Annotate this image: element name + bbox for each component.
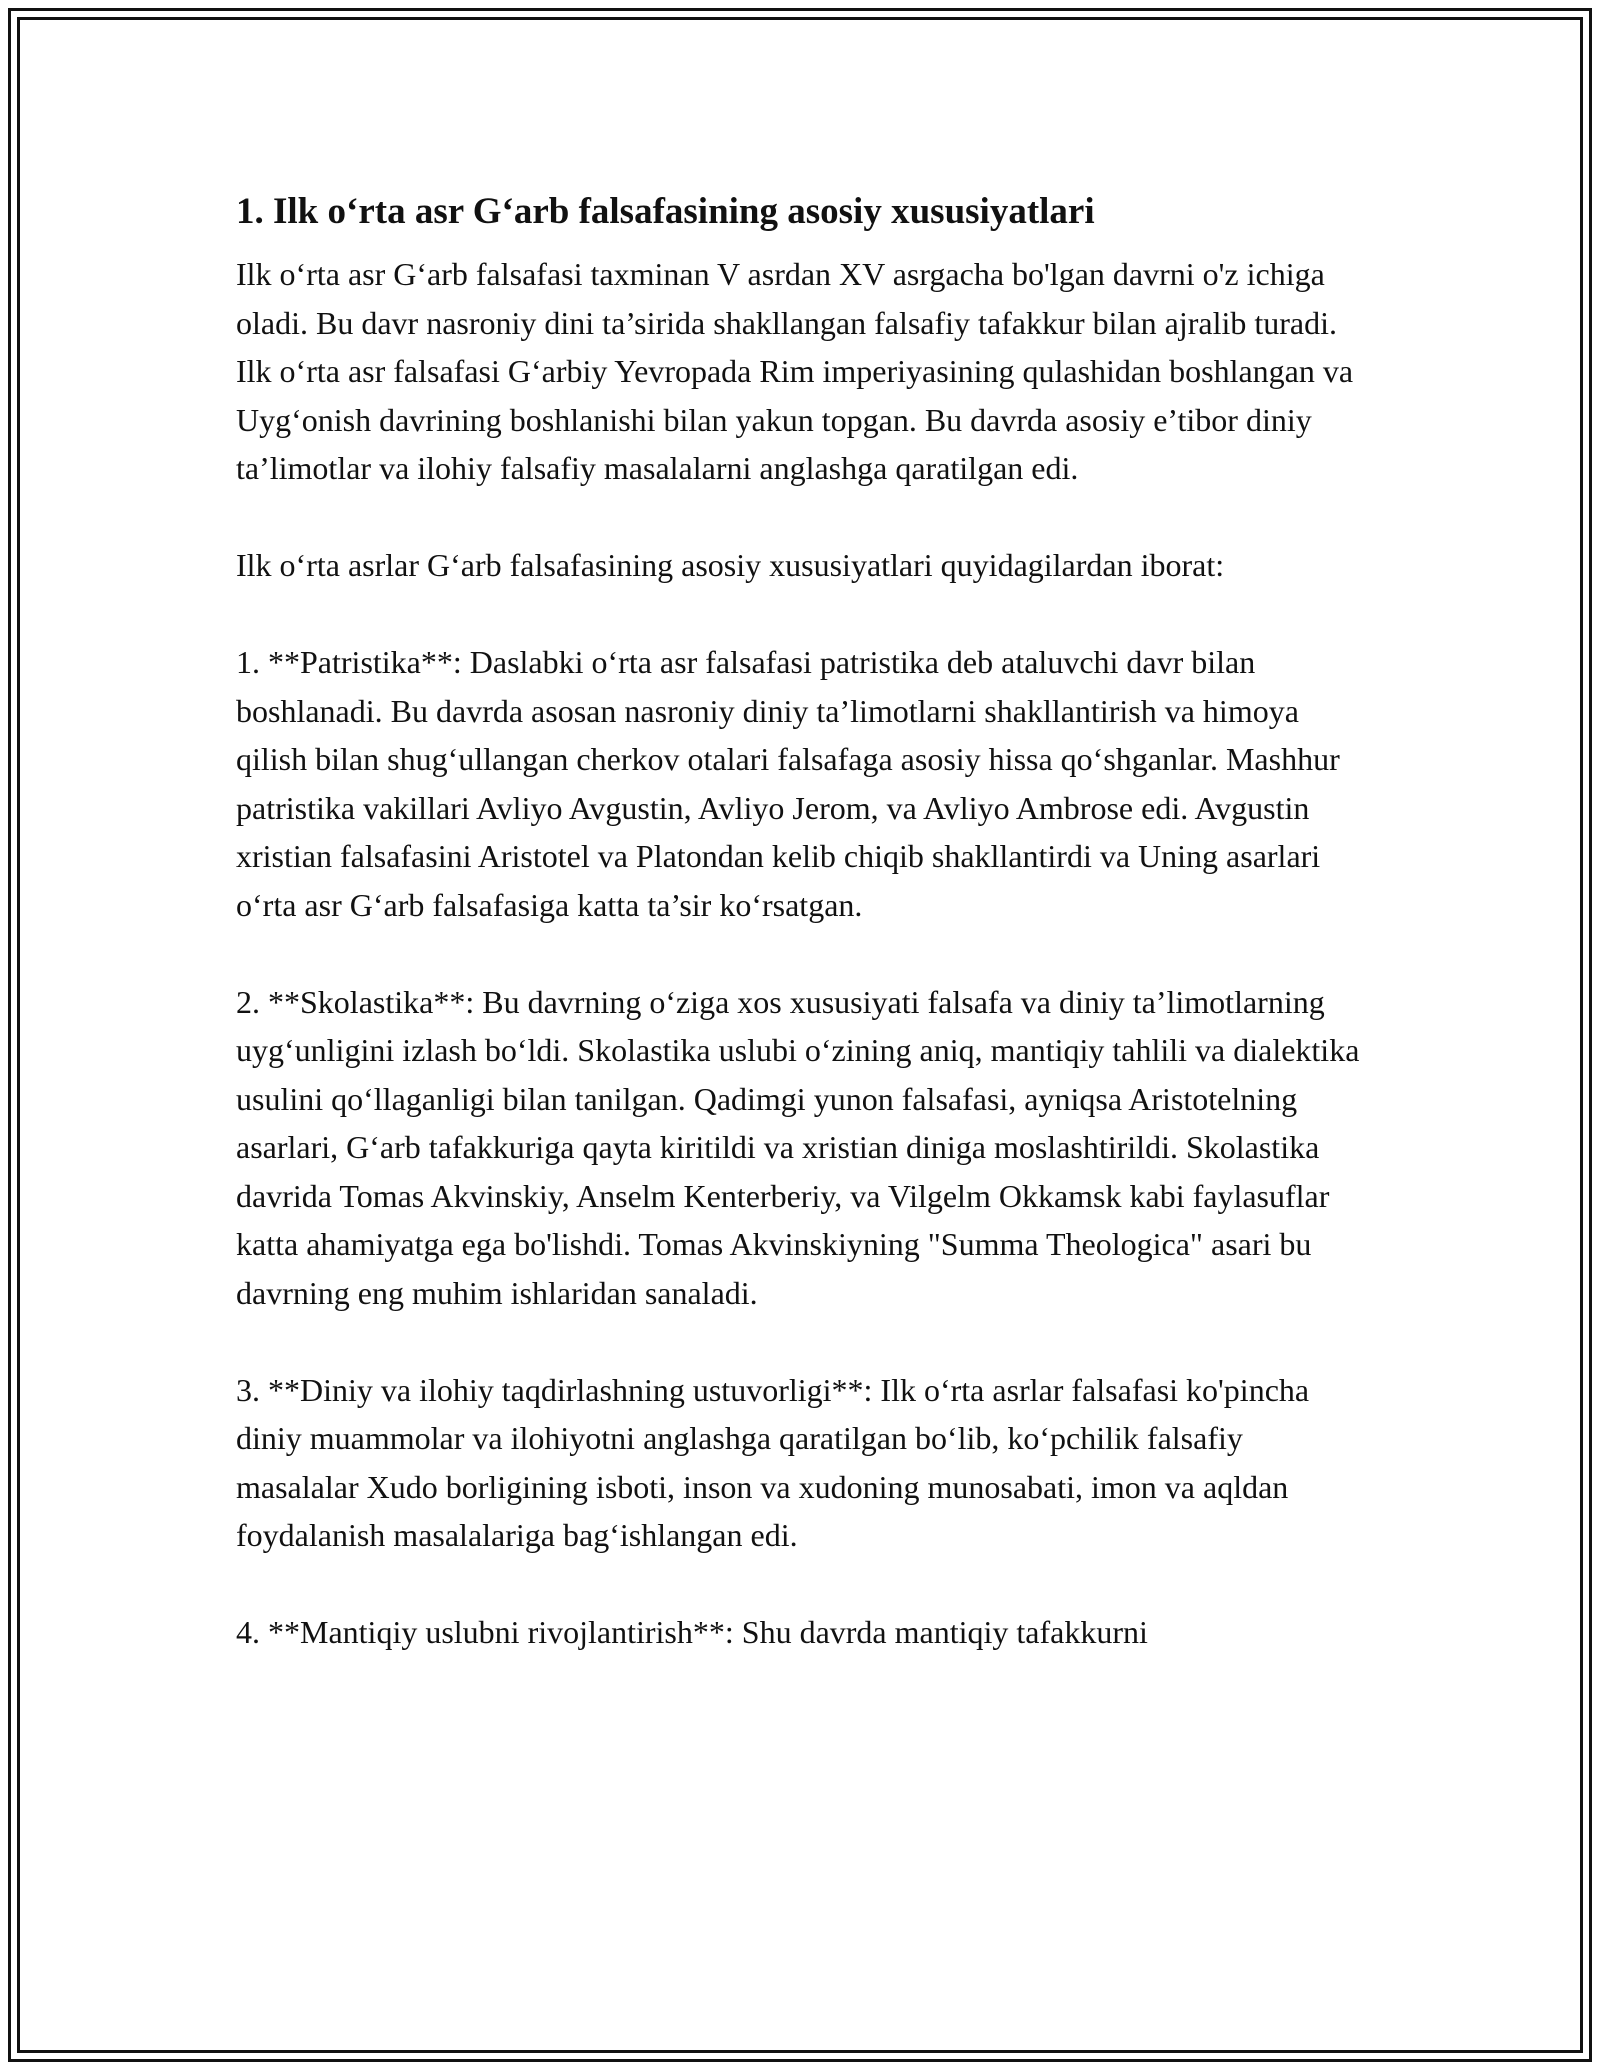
paragraph-item-mantiqiy: 4. **Mantiqiy uslubni rivojlantirish**: Shu davrda mantiqiy tafakkurni xyxy=(236,1614,1148,1650)
section-heading: 1. Ilk o‘rta asr G‘arb falsafasining asosiy xususiyatlari xyxy=(236,191,1095,232)
paragraph-features-lead: Ilk o‘rta asrlar G‘arb falsafasining asosiy xususiyatlari quyidagilardan iborat: xyxy=(236,547,1225,583)
document-body xyxy=(236,188,1366,1657)
paragraph-item-skolastika: 2. **Skolastika**: Bu davrning o‘ziga xos xususiyati falsafa va diniy ta’limotlarning uyg‘unligini izlash bo‘ldi. Skolastika uslubi o‘zining aniq, mantiqiy tahlili va dialektika usulini qo‘llaganligi bilan tanilgan. Qadimgi yunon falsafasi, ayniqsa Aristotelning asarlari, G‘arb tafakkuriga qayta kiritildi va xristian diniga moslashtirildi. Skolastika davrida Tomas Akvinskiy, Anselm Kenterberiy, va Vilgelm Okkamsk kabi faylasuflar katta ahamiyatga ega bo'lishdi. Tomas Akvinskiyning "Summa Theologica" asari bu davrning eng muhim ishlaridan sanaladi. xyxy=(236,983,1360,1311)
paragraph-item-patristika: 1. **Patristika**: Daslabki o‘rta asr falsafasi patristika deb ataluvchi davr bilan boshlanadi. Bu davrda asosan nasroniy diniy ta’limotlarni shakllantirish va himoya qilish bilan shug‘ullangan cherkov otalari falsafaga asosiy hissa qo‘shganlar. Mashhur patristika vakillari Avliyo Avgustin, Avliyo Jerom, va Avliyo Ambrose edi. Avgustin xristian falsafasini Aristotel va Platondan kelib chiqib shakllantirdi va Uning asarlari o‘rta asr G‘arb falsafasiga katta ta’sir ko‘rsatgan. xyxy=(236,644,1340,923)
paragraph-item-diniy: 3. **Diniy va ilohiy taqdirlashning ustuvorligi**: Ilk o‘rta asrlar falsafasi ko'pincha diniy muammolar va ilohiyotni anglashga qaratilgan bo‘lib, ko‘pchilik falsafiy masalalar Xudo borligining isboti, inson va xudoning munosabati, imon va aqldan foydalanish masalalariga bag‘ishlangan edi. xyxy=(236,1371,1310,1553)
paragraph-intro: Ilk o‘rta asr G‘arb falsafasi taxminan V asrdan XV asrgacha bo'lgan davrni o'z ichiga oladi. Bu davr nasroniy dini ta’sirida shakllangan falsafiy tafakkur bilan ajralib turadi. Ilk o‘rta asr falsafasi G‘arbiy Yevropada Rim imperiyasining qulashidan boshlangan va Uyg‘onish davrining boshlanishi bilan yakun topgan. Bu davrda asosiy e’tibor diniy ta’limotlar va ilohiy falsafiy masalalarni anglashga qaratilgan edi. xyxy=(236,256,1354,486)
